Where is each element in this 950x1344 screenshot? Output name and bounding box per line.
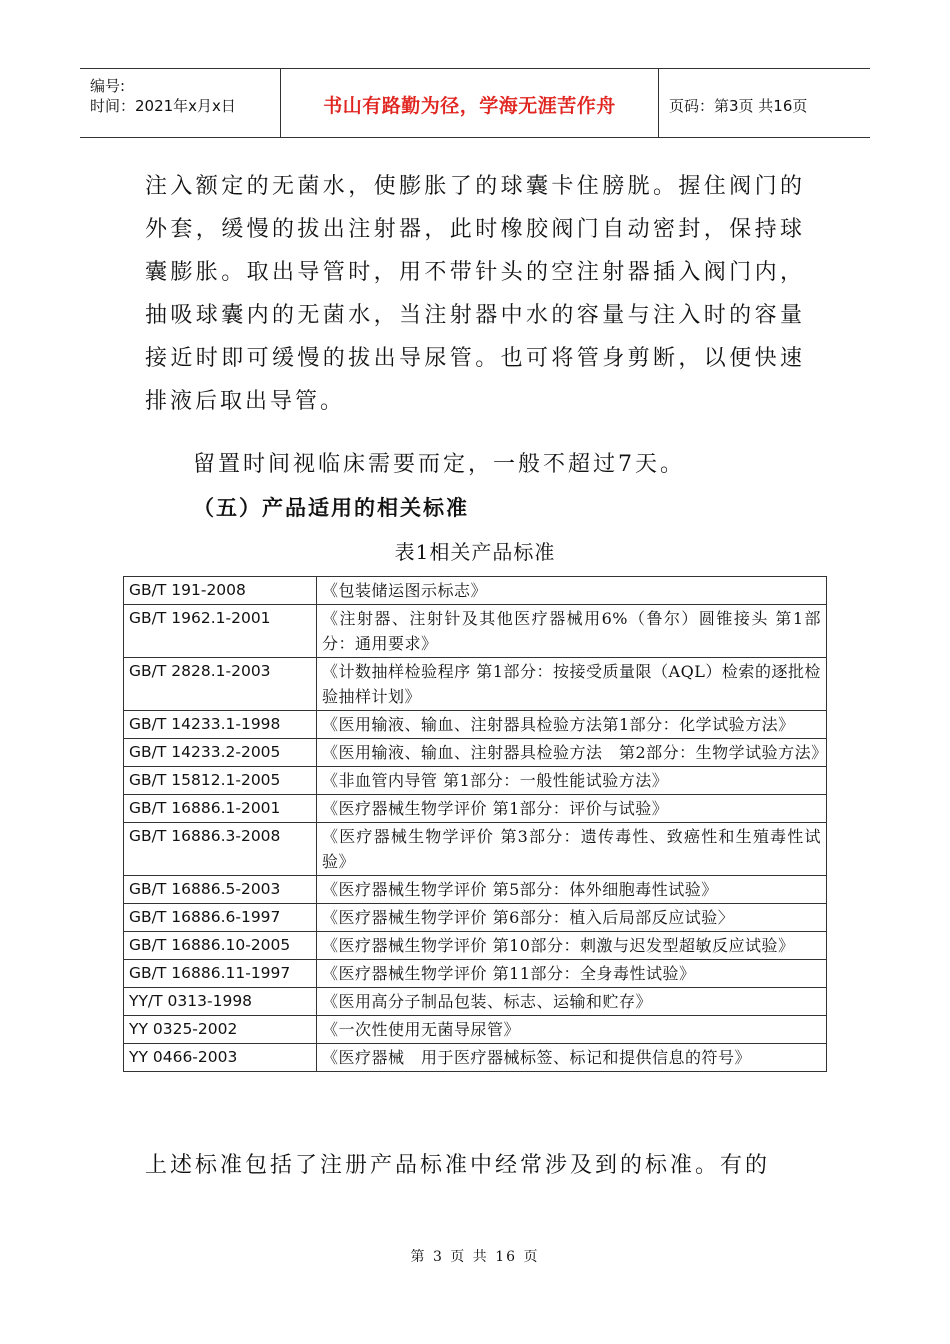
body-paragraph-1: 注入额定的无菌水，使膨胀了的球囊卡住膀胱。握住阀门的外套，缓慢的拔出注射器，此时橡胶阀门自动密封，保持球囊膨胀。取出导管时，用不带针头的空注射器插入阀门内，抽吸球囊内的无菌水，当注射器中水的容量与注入时的容量接近时即可缓慢的拔出导尿管。也可将管身剪断，以便快速排液后取出导管。	[145, 174, 805, 414]
table-row	[124, 658, 827, 711]
standard-title: 《计数抽样检验程序 第1部分：按接受质量限（AQL）检索的逐批检验抽样计划》	[317, 658, 827, 711]
standard-title: 《注射器、注射针及其他医疗器械用6%（鲁尔）圆锥接头 第1部分：通用要求》	[317, 605, 827, 658]
page-footer: 第 3 页 共 16 页	[410, 1249, 540, 1265]
standard-title: 《医疗器械生物学评价 第10部分：刺激与迟发型超敏反应试验》	[317, 932, 827, 960]
table-row	[124, 876, 827, 904]
standard-title: 《非血管内导管 第1部分：一般性能试验方法》	[317, 767, 827, 795]
standard-code: GB/T 191-2008	[124, 577, 317, 605]
table-row	[124, 739, 827, 767]
standard-title: 《医用输液、输血、注射器具检验方法 第2部分：生物学试验方法》	[317, 739, 827, 767]
standard-title: 《医疗器械生物学评价 第6部分：植入后局部反应试验〉	[317, 904, 827, 932]
table-caption: 表1相关产品标准	[394, 540, 556, 564]
table-row	[124, 605, 827, 658]
table-row	[124, 711, 827, 739]
header-motto: 书山有路勤为径，学海无涯苦作舟	[323, 95, 616, 117]
table-row	[124, 1016, 827, 1044]
standard-code: GB/T 16886.5-2003	[124, 876, 317, 904]
standard-code: GB/T 16886.6-1997	[124, 904, 317, 932]
standard-code: GB/T 14233.1-1998	[124, 711, 317, 739]
header-meta-cell	[80, 69, 281, 137]
section-heading: （五）产品适用的相关标准	[193, 495, 469, 520]
standard-code: GB/T 15812.1-2005	[124, 767, 317, 795]
body-paragraph-2: 留置时间视临床需要而定，一般不超过7天。	[193, 452, 685, 477]
standard-code: GB/T 16886.10-2005	[124, 932, 317, 960]
standard-code: GB/T 16886.11-1997	[124, 960, 317, 988]
table-row	[124, 823, 827, 876]
standard-code: YY 0325-2002	[124, 1016, 317, 1044]
standard-title: 《医疗器械 用于医疗器械标签、标记和提供信息的符号》	[317, 1044, 827, 1072]
header-page-number: 页码：第3页 共16页	[669, 97, 808, 115]
header-motto-cell	[281, 69, 659, 137]
document-time: 时间：2021年x月x日	[90, 97, 236, 115]
table-row	[124, 932, 827, 960]
standard-title: 《医疗器械生物学评价 第1部分：评价与试验》	[317, 795, 827, 823]
standards-table	[123, 576, 827, 1072]
table-row	[124, 767, 827, 795]
standard-title: 《一次性使用无菌导尿管》	[317, 1016, 827, 1044]
standard-title: 《医疗器械生物学评价 第11部分：全身毒性试验》	[317, 960, 827, 988]
table-row	[124, 904, 827, 932]
table-row	[124, 577, 827, 605]
standard-code: YY/T 0313-1998	[124, 988, 317, 1016]
standard-title: 《医用输液、输血、注射器具检验方法第1部分：化学试验方法》	[317, 711, 827, 739]
table-row	[124, 1044, 827, 1072]
standard-code: GB/T 16886.1-2001	[124, 795, 317, 823]
standard-title: 《医疗器械生物学评价 第5部分：体外细胞毒性试验》	[317, 876, 827, 904]
table-row	[124, 795, 827, 823]
standard-code: YY 0466-2003	[124, 1044, 317, 1072]
table-row	[124, 960, 827, 988]
standards-table-body	[124, 577, 827, 1072]
standard-code: GB/T 1962.1-2001	[124, 605, 317, 658]
body-paragraph-closing: 上述标准包括了注册产品标准中经常涉及到的标准。有的	[145, 1153, 771, 1178]
standard-title: 《包装储运图示标志》	[317, 577, 827, 605]
standard-title: 《医疗器械生物学评价 第3部分：遗传毒性、致癌性和生殖毒性试验》	[317, 823, 827, 876]
table-row	[124, 988, 827, 1016]
standard-code: GB/T 16886.3-2008	[124, 823, 317, 876]
header-page-cell	[659, 69, 870, 137]
standard-code: GB/T 14233.2-2005	[124, 739, 317, 767]
document-number: 编号:	[90, 77, 126, 95]
standard-title: 《医用高分子制品包装、标志、运输和贮存》	[317, 988, 827, 1016]
page-header	[80, 68, 870, 138]
standard-code: GB/T 2828.1-2003	[124, 658, 317, 711]
